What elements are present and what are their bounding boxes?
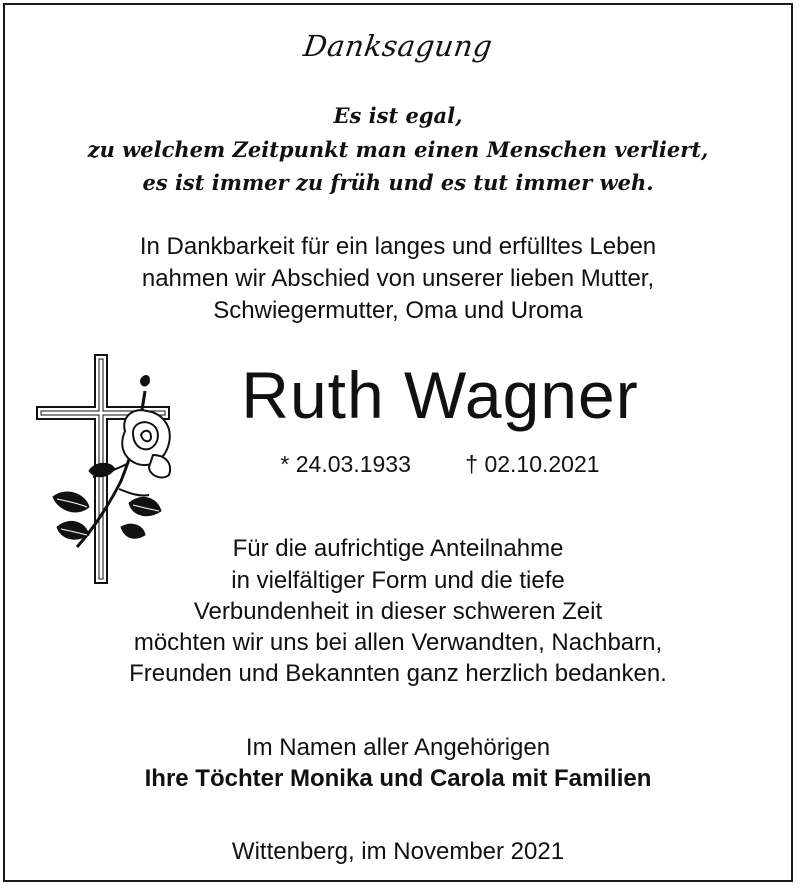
quote-line-3: es ist immer zu früh und es tut immer weh. xyxy=(142,170,654,195)
thanks-line-2: in vielfältiger Form und die tiefe xyxy=(231,567,565,594)
thanks-line-5: Freunden und Bekannten ganz herzlich bedanken. xyxy=(129,660,667,687)
intro-line-3: Schwiegermutter, Oma und Uroma xyxy=(213,297,583,324)
thanks-line-3: Verbundenheit in dieser schweren Zeit xyxy=(193,598,603,625)
signatories: Ihre Töchter Monika und Carola mit Familien xyxy=(144,765,652,792)
birth-date: * 24.03.1933 xyxy=(280,451,411,477)
intro-line-1: In Dankbarkeit für ein langes und erfülltes Leben xyxy=(139,233,657,260)
intro-line-2: nahmen wir Abschied von unserer lieben Mutter, xyxy=(141,265,655,292)
deceased-name: Ruth Wagner xyxy=(241,358,639,432)
notice-title: Danksagung xyxy=(301,29,495,63)
quote-line-2: zu welchem Zeitpunkt man einen Menschen verliert, xyxy=(87,137,709,162)
thanks-line-1: Für die aufrichtige Anteilnahme xyxy=(232,535,564,562)
place-date: Wittenberg, im November 2021 xyxy=(231,838,565,865)
quote-line-1: Es ist egal, xyxy=(333,103,463,128)
death-date: † 02.10.2021 xyxy=(465,451,600,477)
closing-line: Im Namen aller Angehörigen xyxy=(245,734,551,761)
thanks-line-4: möchten wir uns bei allen Verwandten, Nachbarn, xyxy=(133,629,663,656)
obituary-card xyxy=(3,3,793,882)
life-dates xyxy=(115,451,765,478)
